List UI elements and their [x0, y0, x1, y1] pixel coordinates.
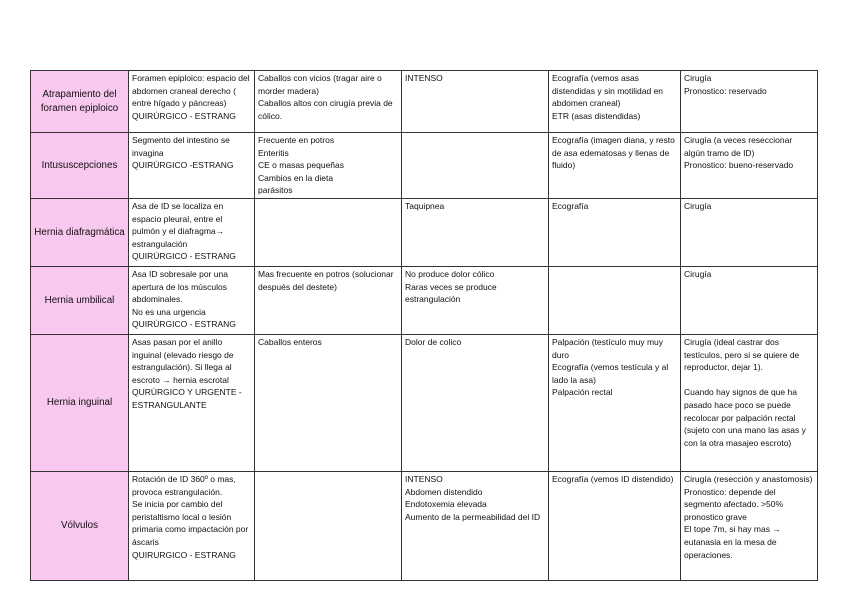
table-cell	[255, 198, 402, 266]
table-cell: Cirugía Pronostico: reservado	[681, 71, 818, 133]
row-header: Hernia umbilical	[31, 266, 129, 334]
table-row	[31, 71, 818, 133]
row-header: Hernia diafragmática	[31, 198, 129, 266]
table-cell	[255, 471, 402, 580]
table-cell: Mas frecuente en potros (solucionar después del destete)	[255, 266, 402, 334]
row-header: Vólvulos	[31, 471, 129, 580]
table-row	[31, 471, 818, 580]
table-row	[31, 334, 818, 471]
table-cell: Asa ID sobresale por una apertura de los músculos abdominales. No es una urgencia QUIRÚRGICO - ESTRANG	[129, 266, 255, 334]
table-cell: Asa de ID se localiza en espacio pleural, entre el pulmón y el diafragma→ estrangulación QUIRÚRGICO - ESTRANG	[129, 198, 255, 266]
clinical-table	[30, 70, 818, 581]
row-header: Hernia inguinal	[31, 334, 129, 471]
table-cell: Rotación de ID 360º o mas, provoca estrangulación. Se inicia por cambio del peristaltismo local o lesión primaria como impactación por áscaris QUIRURGICO - ESTRANG	[129, 471, 255, 580]
table-cell: No produce dolor cólico Raras veces se produce estrangulación	[402, 266, 549, 334]
table-row	[31, 266, 818, 334]
table-cell: Foramen epiploico: espacio del abdomen craneal derecho ( entre hígado y páncreas) QUIRÚRGICO - ESTRANG	[129, 71, 255, 133]
table-cell: INTENSO Abdomen distendido Endotoxemia elevada Aumento de la permeabilidad del ID	[402, 471, 549, 580]
table-cell	[549, 266, 681, 334]
table-cell: Ecografía	[549, 198, 681, 266]
table-cell: Taquipnea	[402, 198, 549, 266]
table-cell: Asas pasan por el anillo inguinal (elevado riesgo de estrangulación). Si llega al escroto → hernia escrotal QURÚRGICO Y URGENTE - ESTRANGULANTE	[129, 334, 255, 471]
table-cell: Ecografía (imagen diana, y resto de asa edematosas y llenas de fluido)	[549, 133, 681, 199]
table-cell: Dolor de colico	[402, 334, 549, 471]
table-cell: Ecografía (vemos asas distendidas y sin motilidad en abdomen craneal) ETR (asas distendidas)	[549, 71, 681, 133]
table-cell	[402, 133, 549, 199]
table-cell: Cirugía (ideal castrar dos testículos, pero si se quiere de reproductor, dejar 1). Cuando hay signos de que ha pasado hace poco se puede recolocar por palpación rectal (sujeto con una mano las asas y con la otra masajeo escroto)	[681, 334, 818, 471]
table-cell: Palpación (testículo muy muy duro Ecografía (vemos testícula y al lado la asa) Palpación rectal	[549, 334, 681, 471]
table-cell: Ecografía (vemos ID distendido)	[549, 471, 681, 580]
table-cell: Frecuente en potros Enteritis CE o masas pequeñas Cambios en la dieta parásitos	[255, 133, 402, 199]
table-cell: Cirugía (a veces reseccionar algún tramo de ID) Pronostico: bueno-reservado	[681, 133, 818, 199]
table-cell: Segmento del intestino se invagina QUIRÚRGICO -ESTRANG	[129, 133, 255, 199]
table-cell: Cirugía (resección y anastomosis) Pronostico: depende del segmento afectado. >50% pronostico grave El tope 7m, si hay mas → eutanasia en la mesa de operaciones.	[681, 471, 818, 580]
row-header: Atrapamiento del foramen epiploico	[31, 71, 129, 133]
row-header: Intususcepciones	[31, 133, 129, 199]
table-cell: Caballos enteros	[255, 334, 402, 471]
table-cell: Caballos con vicios (tragar aire o morder madera) Caballos altos con cirugía previa de cólico.	[255, 71, 402, 133]
table-row	[31, 198, 818, 266]
table-row	[31, 133, 818, 199]
table-cell: INTENSO	[402, 71, 549, 133]
table-cell: Cirugía	[681, 198, 818, 266]
table-cell: Cirugía	[681, 266, 818, 334]
